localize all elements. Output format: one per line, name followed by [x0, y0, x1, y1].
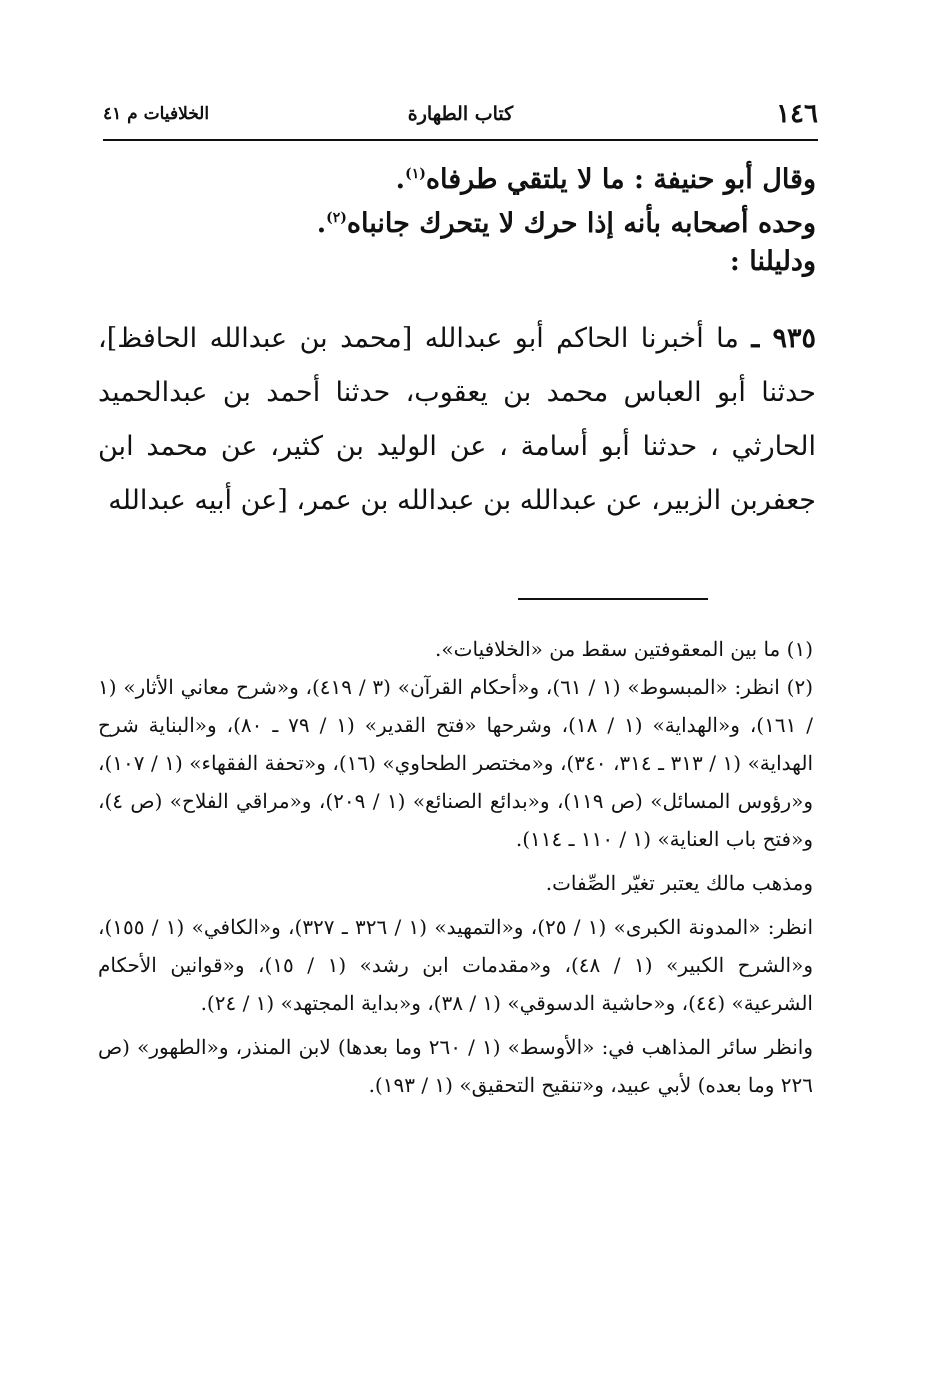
footnotes: [98, 630, 813, 1104]
line1-text: وقال أبو حنيفة : ما لا يلتقي طرفاه: [425, 164, 816, 195]
footnote-other-schools: وانظر سائر المذاهب في: «الأوسط» (١ / ٢٦٠ وما بعدها) لابن المنذر، و«الطهور» (ص ٢٢٦ وما بعده) لأبي عبيد، و«تنقيح التحقيق» (١ / ١٩٣).: [98, 1035, 814, 1097]
footnote-malik: ومذهب مالك يعتبر تغيّر الصِّفات.: [545, 871, 813, 895]
volume-label: الخلافيات م ٤١: [103, 104, 210, 124]
header-rule: [103, 139, 818, 141]
text-line-abu-hanifa: [98, 155, 816, 199]
text-line-evidence: ودليلنا :: [729, 246, 816, 277]
footnote-malik-refs: انظر: «المدونة الكبرى» (١ / ٢٥)، و«التمهيد» (١ / ٣٢٦ ـ ٣٢٧)، و«الكافي» (١ / ١٥٥)، و«الشرح الكبير» (١ / ٤٨)، و«مقدمات ابن رشد» (١ / ١٥)، و«قوانين الأحكام الشرعية» (٤٤)، و«حاشية الدسوقي» (١ / ٣٨)، و«بداية المجتهد» (١ / ٢٤).: [98, 915, 814, 1015]
footnote-2: (٢) انظر: «المبسوط» (١ / ٦١)، و«أحكام القرآن» (٣ / ٤١٩)، و«شرح معاني الأثار» (١ / ١٦١)، و«الهداية» (١ / ١٨)، وشرحها «فتح القدير» (١ / ٧٩ ـ ٨٠)، و«البناية شرح الهداية» (١ / ٣١٣ ـ ٣١٤، ٣٤٠)، و«مختصر الطحاوي» (١٦)، و«تحفة الفقهاء» (١ / ١٠٧)، و«رؤوس المسائل» (ص ١١٩)، و«بدائع الصنائع» (١ / ٢٠٩)، و«مراقي الفلاح» (ص ٤)، و«فتح باب العناية» (١ / ١١٠ ـ ١١٤).: [98, 675, 814, 851]
footnote-1: (١) ما بين المعقوفتين سقط من «الخلافيات».: [435, 637, 813, 661]
footnote-separator: [518, 598, 708, 600]
running-header: [103, 96, 818, 132]
line1-end: .: [395, 164, 406, 195]
hadith-paragraph: [98, 312, 816, 528]
line2-text: وحده أصحابه بأنه إذا حرك لا يتحرك جانباه: [346, 208, 816, 239]
footnote-mark-1: (١): [405, 166, 426, 182]
chapter-title: كتاب الطهارة: [407, 103, 514, 125]
main-text: [98, 155, 816, 528]
hadith-text: ما أخبرنا الحاكم أبو عبدالله [محمد بن عبدالله الحافظ]، حدثنا أبو العباس محمد بن يعقوب، حدثنا أحمد بن عبدالحميد الحارثي ، حدثنا أبو أسامة ، عن الوليد بن كثير، عن محمد ابن جعفربن الزبير، عن عبدالله بن عبدالله بن عمر، [عن أبيه عبدالله: [98, 323, 816, 516]
text-line-definition: [98, 199, 816, 243]
page-number: ١٤٦: [776, 99, 818, 129]
hadith-number: ٩٣٥ ـ: [751, 323, 816, 354]
line2-end: .: [316, 208, 327, 239]
footnote-mark-2: (٢): [326, 210, 347, 226]
